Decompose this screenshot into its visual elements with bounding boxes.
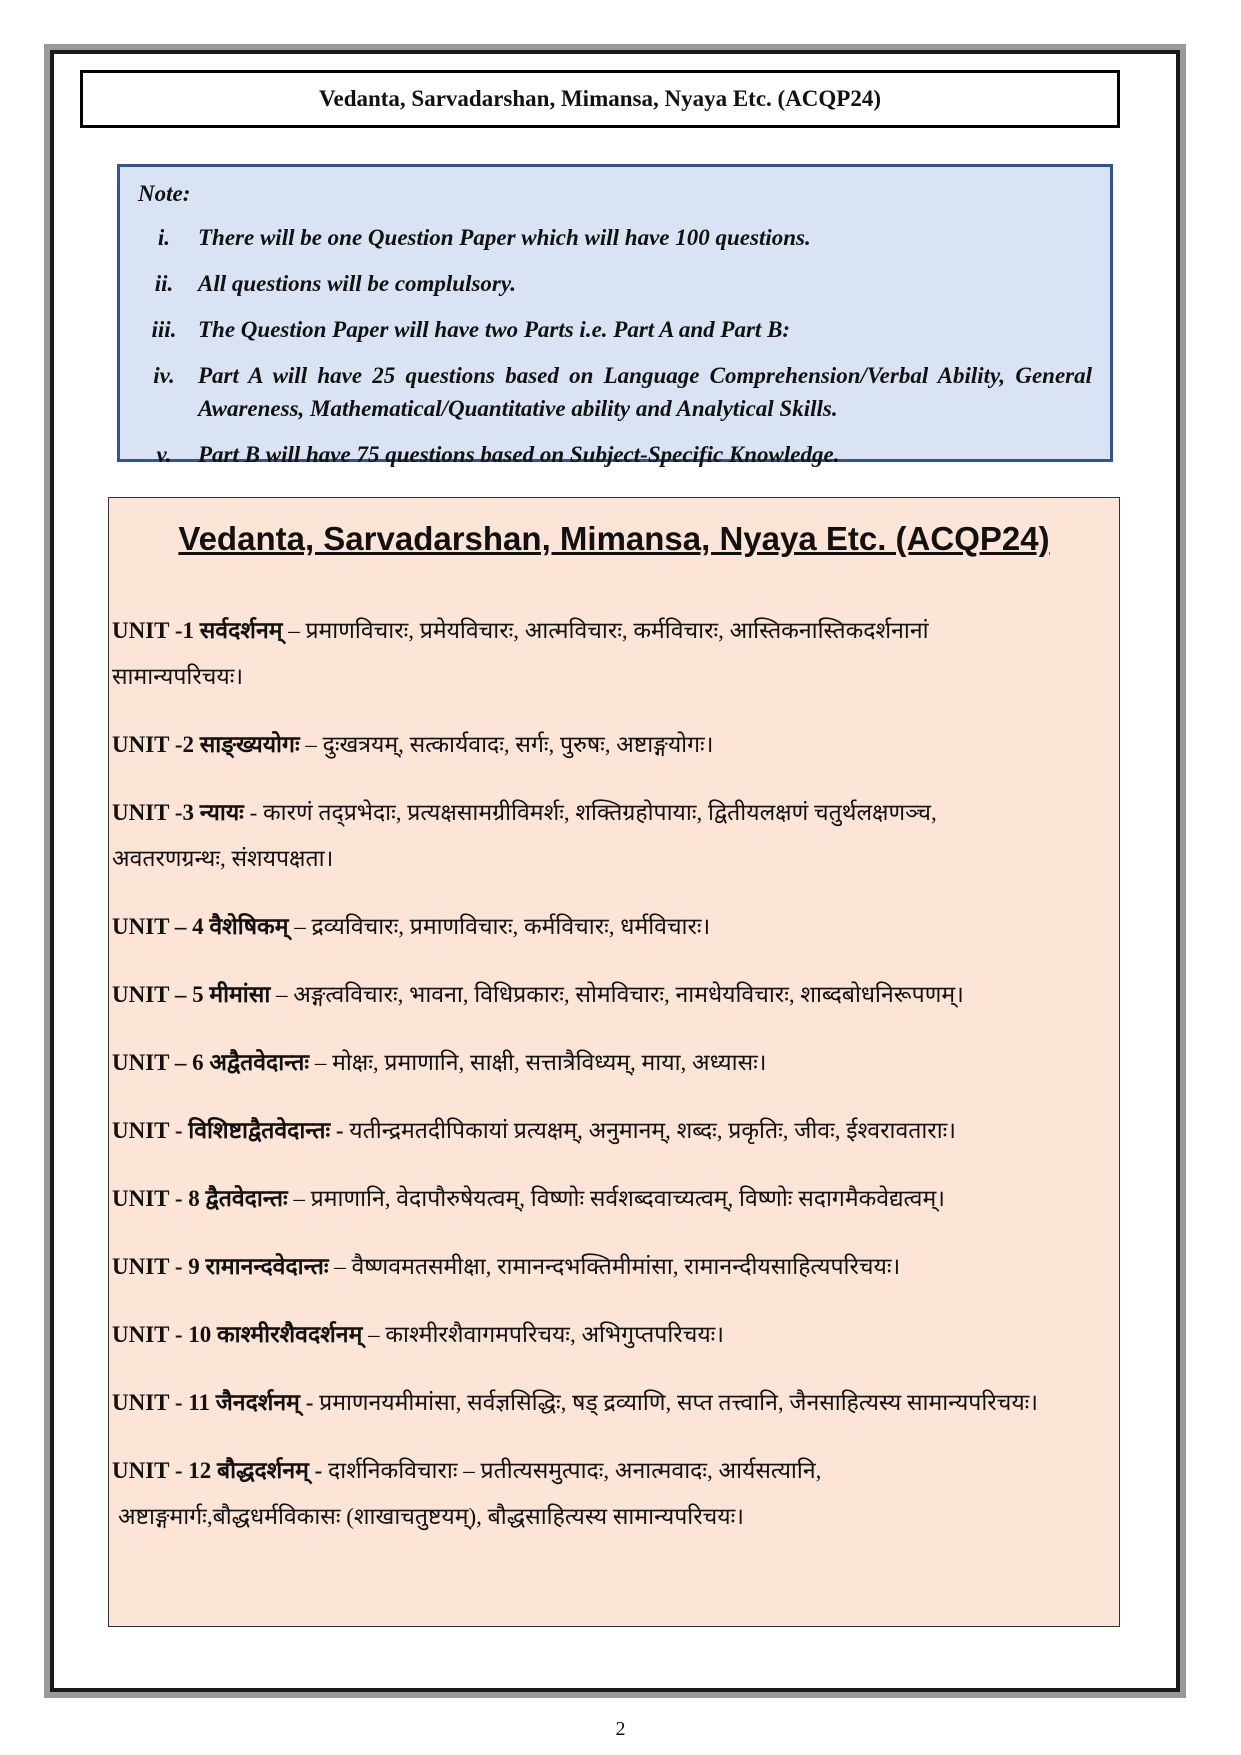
unit-label: UNIT – 4 वैशेषिकम्: [112, 914, 289, 939]
page-number: 2: [615, 1718, 626, 1740]
unit-label: UNIT - विशिष्टाद्वैतवेदान्तः -: [112, 1118, 344, 1143]
note-item-text: The Question Paper will have two Parts i.e. Part A and Part B:: [198, 317, 791, 342]
note-item-number: i.: [157, 225, 171, 250]
unit-topics: – वैष्णवमतसमीक्षा, रामानन्दभक्तिमीमांसा, रामानन्दीयसाहित्यपरिचयः।: [328, 1254, 901, 1279]
unit-topics: – मोक्षः, प्रमाणानि, साक्षी, सत्तात्रैविध्यम्, माया, अध्यासः।: [309, 1050, 767, 1075]
note-item: [138, 438, 1092, 471]
unit-entry: [112, 1108, 1111, 1154]
unit-topics-continued: अवतरणग्रन्थः, संशयपक्षता।: [112, 846, 334, 871]
unit-topics: – काश्मीरशैवागमपरिचयः, अभिगुप्तपरिचयः।: [362, 1322, 725, 1347]
unit-entry: [112, 1380, 1111, 1426]
note-item: [138, 221, 1092, 254]
note-item: [138, 313, 1092, 346]
note-item-text: There will be one Question Paper which will have 100 questions.: [198, 225, 811, 250]
note-item-number: iii.: [151, 317, 177, 342]
unit-label: UNIT -1 सर्वदर्शनम्: [112, 618, 283, 643]
unit-label: UNIT - 10 काश्मीरशैवदर्शनम्: [112, 1322, 363, 1347]
unit-topics: यतीन्द्रमतदीपिकायां प्रत्यक्षम्, अनुमानम्, शब्दः, प्रकृतिः, जीवः, ईश्वरावताराः।: [343, 1118, 957, 1143]
unit-label: UNIT - 11 जैनदर्शनम् -: [112, 1390, 314, 1415]
unit-topics: – अङ्गत्वविचारः, भावना, विधिप्रकारः, सोमविचारः, नामधेयविचारः, शाब्दबोधनिरूपणम्।: [270, 982, 964, 1007]
syllabus-box: [108, 497, 1120, 1627]
header-box: [80, 70, 1120, 128]
header-title: Vedanta, Sarvadarshan, Mimansa, Nyaya Etc. (ACQP24): [318, 86, 882, 111]
unit-label: UNIT - 9 रामानन्दवेदान्तः: [112, 1254, 329, 1279]
note-item-number: ii.: [154, 271, 174, 296]
unit-topics: – दुःखत्रयम्, सत्कार्यवादः, सर्गः, पुरुषः, अष्टाङ्गयोगः।: [299, 732, 714, 757]
note-item-number: iv.: [153, 363, 175, 388]
unit-entry: [112, 1312, 1111, 1358]
note-item-number: v.: [156, 442, 172, 467]
unit-entry: [112, 972, 1111, 1018]
unit-label: UNIT – 6 अद्वैतवेदान्तः: [112, 1050, 310, 1075]
note-item-text: Part B will have 75 questions based on Subject-Specific Knowledge.: [198, 442, 840, 467]
unit-topics-continued: सामान्यपरिचयः।: [112, 664, 244, 689]
unit-label: UNIT -2 साङ्ख्ययोगः: [112, 732, 300, 757]
unit-entry: [112, 904, 1111, 950]
unit-entry: [112, 1176, 1111, 1222]
unit-entry: [112, 1040, 1111, 1086]
unit-list: [112, 608, 1111, 1562]
unit-entry: [112, 1448, 1111, 1540]
unit-label: UNIT – 5 मीमांसा: [112, 982, 271, 1007]
unit-topics: – प्रमाणविचारः, प्रमेयविचारः, आत्मविचारः, कर्मविचारः, आस्तिकनास्तिकदर्शनानां: [282, 618, 929, 643]
unit-topics: - कारणं तद्प्रभेदाः, प्रत्यक्षसामग्रीविमर्शः, शक्तिग्रहोपायाः, द्वितीयलक्षणं चतुर्थलक्षणञ्च,: [243, 800, 937, 825]
note-item-text: All questions will be complulsory.: [198, 271, 516, 296]
note-title: Note:: [138, 181, 191, 206]
unit-entry: [112, 1244, 1111, 1290]
unit-entry: [112, 608, 1111, 700]
note-item: [138, 267, 1092, 300]
note-box: [117, 164, 1113, 467]
unit-topics-continued: अष्टाङ्गमार्गः,बौद्धधर्मविकासः (शाखाचतुष्टयम्), बौद्धसाहित्यस्य सामान्यपरिचयः।: [118, 1504, 744, 1529]
unit-label: UNIT - 12 बौद्धदर्शनम् -: [112, 1458, 323, 1483]
unit-topics: – प्रमाणानि, वेदापौरुषेयत्वम्, विष्णोः सर्वशब्दवाच्यत्वम्, विष्णोः सदागमैकवेद्यत्वम्।: [287, 1186, 945, 1211]
unit-label: UNIT -3 न्यायः: [112, 800, 244, 825]
note-item-text: Part A will have 25 questions based on Language Comprehension/Verbal Ability, General Awareness, Mathematical/Quantitative ability and Analytical Skills.: [198, 363, 1092, 421]
unit-entry: [112, 722, 1111, 768]
note-item: [138, 359, 1092, 425]
unit-entry: [112, 790, 1111, 882]
unit-topics: दार्शनिकविचाराः – प्रतीत्यसमुत्पादः, अनात्मवादः, आर्यसत्यानि,: [322, 1458, 822, 1483]
syllabus-title: Vedanta, Sarvadarshan, Mimansa, Nyaya Etc. (ACQP24): [178, 520, 1050, 557]
unit-topics: प्रमाणनयमीमांसा, सर्वज्ञसिद्धिः, षड् द्रव्याणि, सप्त तत्त्वानि, जैनसाहित्यस्य सामान्यपरिचयः।: [313, 1390, 1039, 1415]
unit-label: UNIT - 8 द्वैतवेदान्तः: [112, 1186, 288, 1211]
unit-topics: – द्रव्यविचारः, प्रमाणविचारः, कर्मविचारः, धर्मविचारः।: [288, 914, 711, 939]
